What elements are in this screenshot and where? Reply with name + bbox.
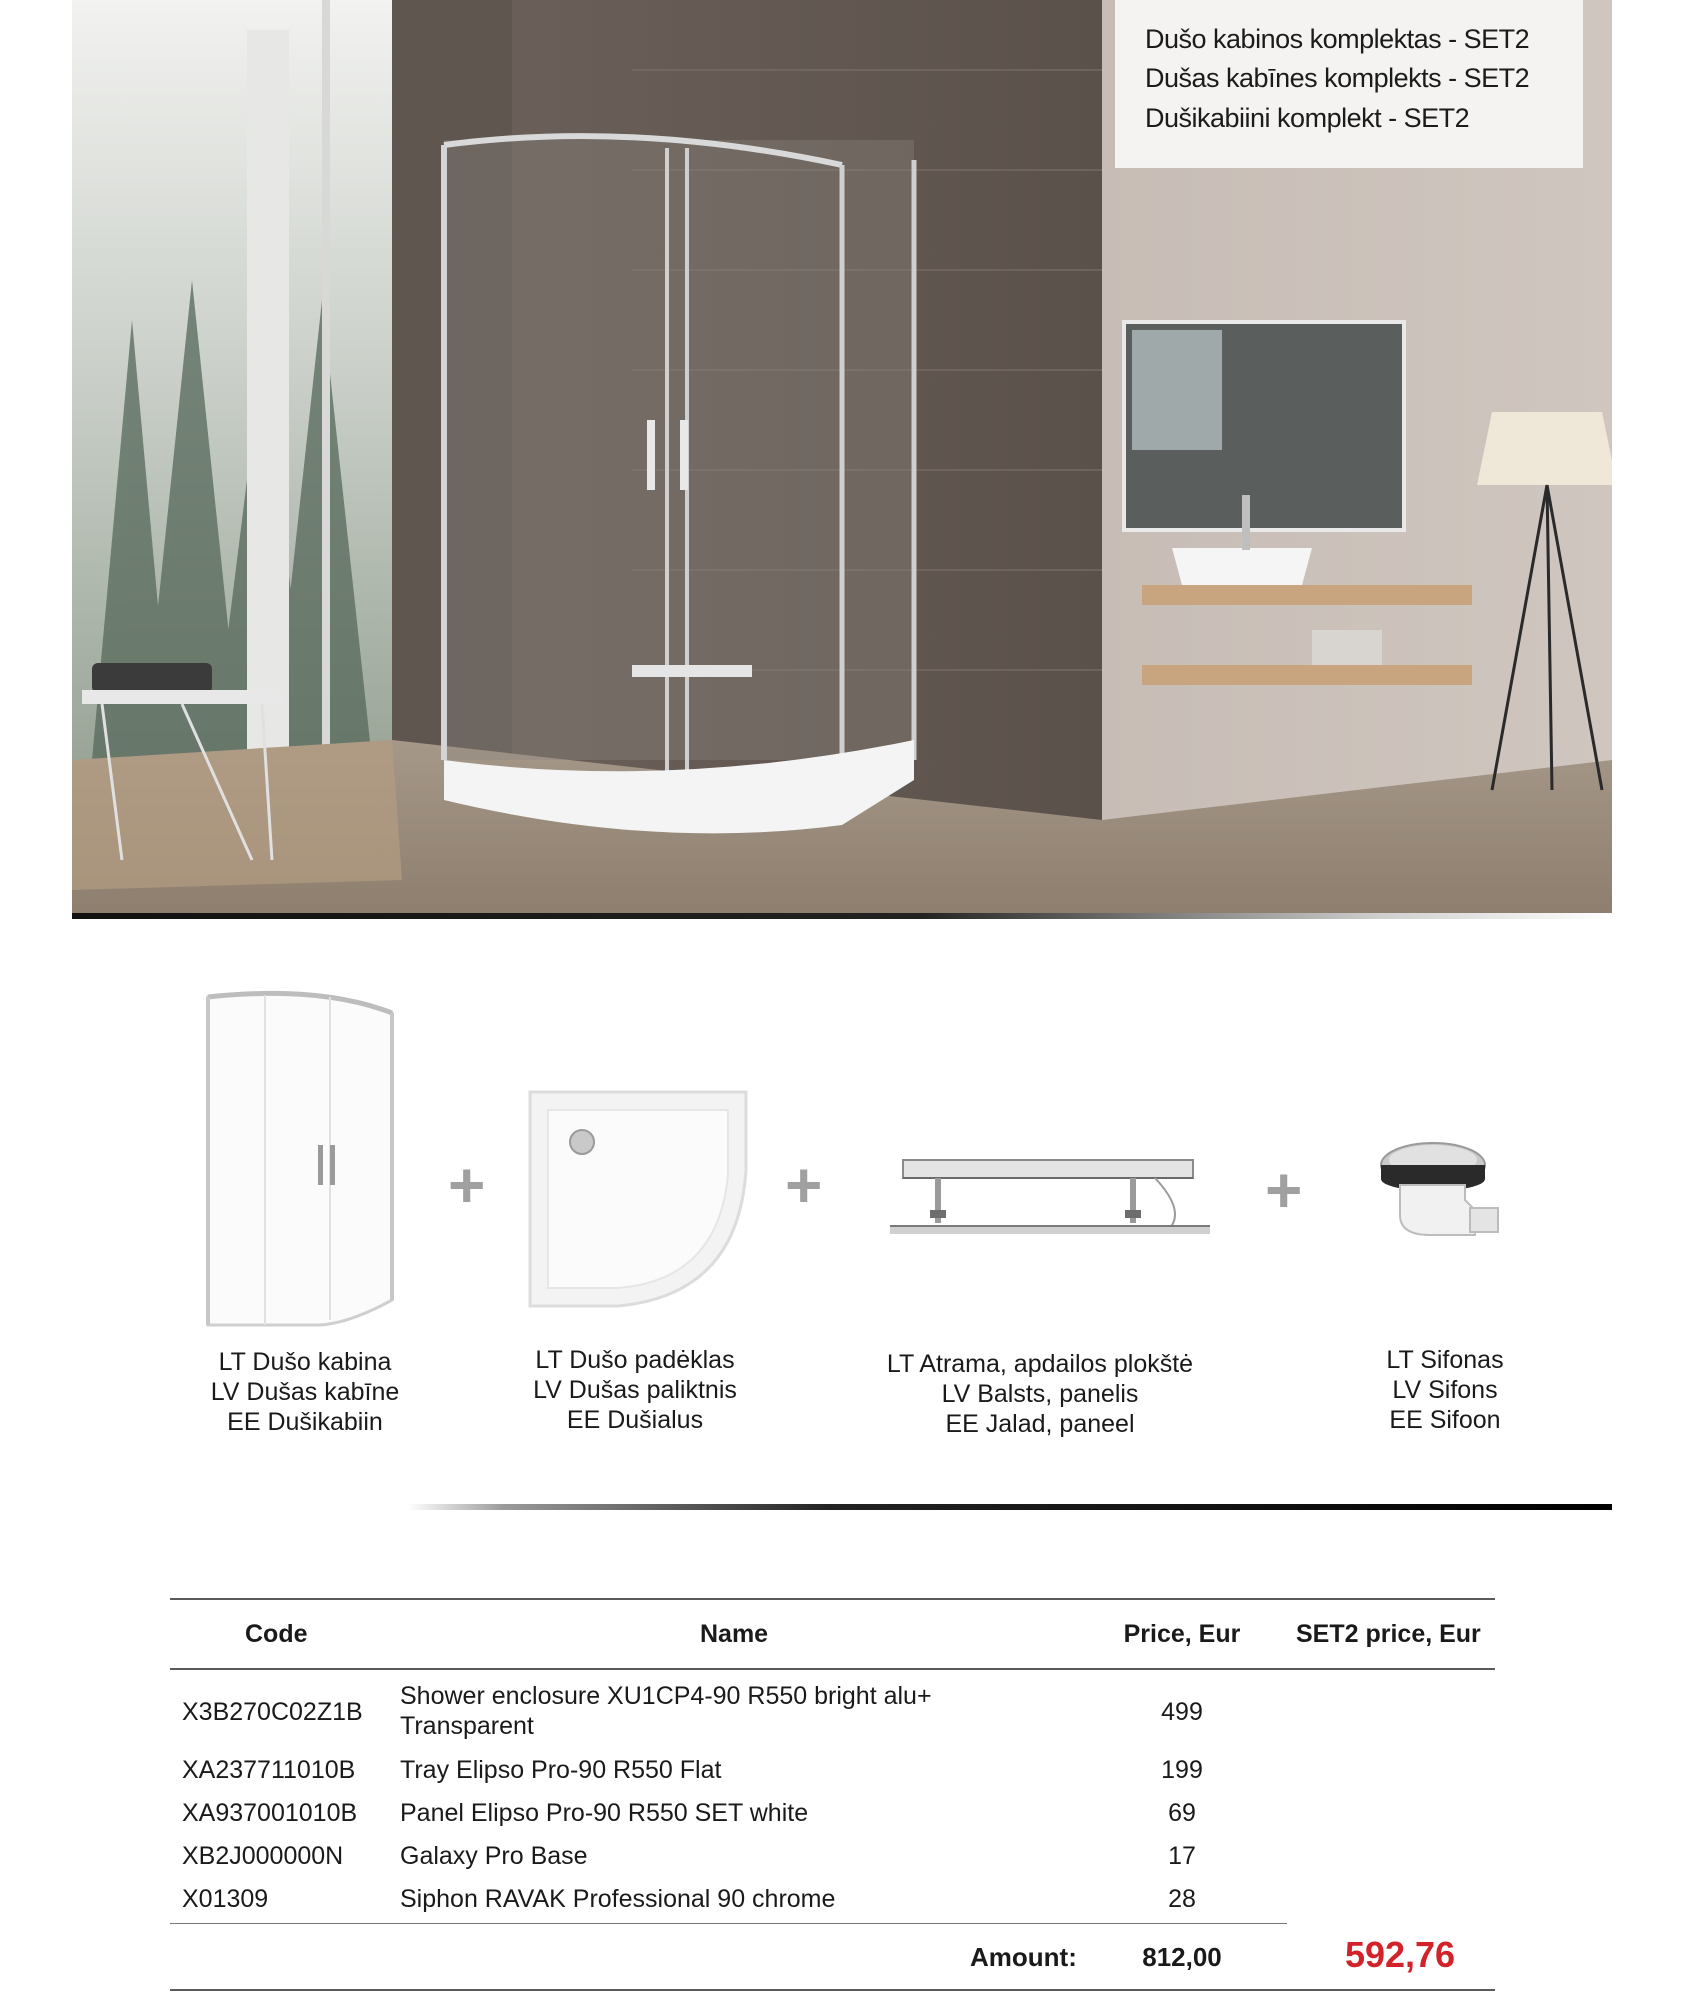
row-price: 69 <box>1168 1799 1196 1827</box>
row-price: 28 <box>1168 1885 1196 1913</box>
caption-lt: LT Dušo padėklas <box>535 1346 735 1374</box>
caption-siphon <box>1335 1345 1555 1435</box>
header-code: Code <box>245 1620 308 1648</box>
caption-lv: LV Dušas kabīne <box>210 1378 400 1406</box>
row-price: 499 <box>1161 1698 1203 1726</box>
product-support-panel <box>885 1150 1215 1255</box>
row-name: Siphon RAVAK Professional 90 chrome <box>400 1885 836 1913</box>
set-title-lv: Dušas kabīnes komplekts - SET2 <box>1145 63 1530 93</box>
header-set2-price: SET2 price, Eur <box>1296 1620 1481 1648</box>
header-price: Price, Eur <box>1123 1620 1241 1648</box>
table-header-rule <box>170 1668 1495 1670</box>
product-shower-tray <box>528 1090 748 1315</box>
caption-lv: LV Sifons <box>1392 1376 1498 1404</box>
plus-sign: + <box>1265 1154 1303 1226</box>
table-row <box>170 1680 1495 1740</box>
header-name: Name <box>700 1620 769 1648</box>
table-bottom-rule <box>170 1989 1495 1991</box>
row-code: X01309 <box>182 1885 269 1913</box>
caption-ee: EE Jalad, paneel <box>945 1410 1135 1438</box>
amount-label: Amount: <box>970 1942 1077 1972</box>
row-code: XB2J000000N <box>182 1842 344 1870</box>
plus-sign: + <box>785 1149 823 1221</box>
caption-shower-tray <box>505 1345 765 1435</box>
caption-lt: LT Dušo kabina <box>218 1348 392 1376</box>
caption-lt: LT Atrama, apdailos plokštė <box>886 1350 1194 1378</box>
siphon-icon <box>1375 1130 1505 1250</box>
row-name: Galaxy Pro Base <box>400 1842 588 1870</box>
caption-support-panel <box>860 1349 1220 1439</box>
caption-shower-enclosure <box>175 1347 435 1437</box>
product-shower-enclosure <box>200 985 400 1340</box>
hero-bottom-rule <box>72 913 1612 919</box>
support-panel-icon <box>885 1150 1215 1250</box>
set-title-ee: Dušikabiini komplekt - SET2 <box>1145 103 1470 133</box>
row-price: 17 <box>1168 1842 1196 1870</box>
row-price: 199 <box>1161 1756 1203 1784</box>
plus-sign: + <box>448 1149 486 1221</box>
caption-lv: LV Balsts, panelis <box>941 1380 1139 1408</box>
table-top-rule <box>170 1598 1495 1600</box>
caption-ee: EE Dušikabiin <box>227 1408 383 1436</box>
set2-price-value: 592,76 <box>1344 1934 1456 1975</box>
set-title-lt: Dušo kabinos komplektas - SET2 <box>1145 24 1530 54</box>
section-divider <box>408 1504 1612 1510</box>
row-name: Shower enclosure XU1CP4-90 R550 bright alu+ <box>400 1682 932 1710</box>
caption-ee: EE Sifoon <box>1389 1406 1501 1434</box>
row-name: Panel Elipso Pro-90 R550 SET white <box>400 1799 809 1827</box>
row-name: Tray Elipso Pro-90 R550 Flat <box>400 1756 722 1784</box>
caption-ee: EE Dušialus <box>566 1406 704 1434</box>
product-siphon <box>1375 1130 1505 1255</box>
shower-enclosure-icon <box>200 985 400 1335</box>
table-sum-rule <box>170 1923 1287 1924</box>
row-code: X3B270C02Z1B <box>182 1698 363 1726</box>
caption-lt: LT Sifonas <box>1386 1346 1504 1374</box>
shower-tray-icon <box>528 1090 748 1310</box>
row-code: XA937001010B <box>182 1799 358 1827</box>
amount-value: 812,00 <box>1142 1942 1222 1972</box>
caption-lv: LV Dušas paliktnis <box>533 1376 737 1404</box>
row-code: XA237711010B <box>182 1756 356 1784</box>
row-name-cont: Transparent <box>400 1712 534 1740</box>
set-title-box <box>1115 0 1583 168</box>
